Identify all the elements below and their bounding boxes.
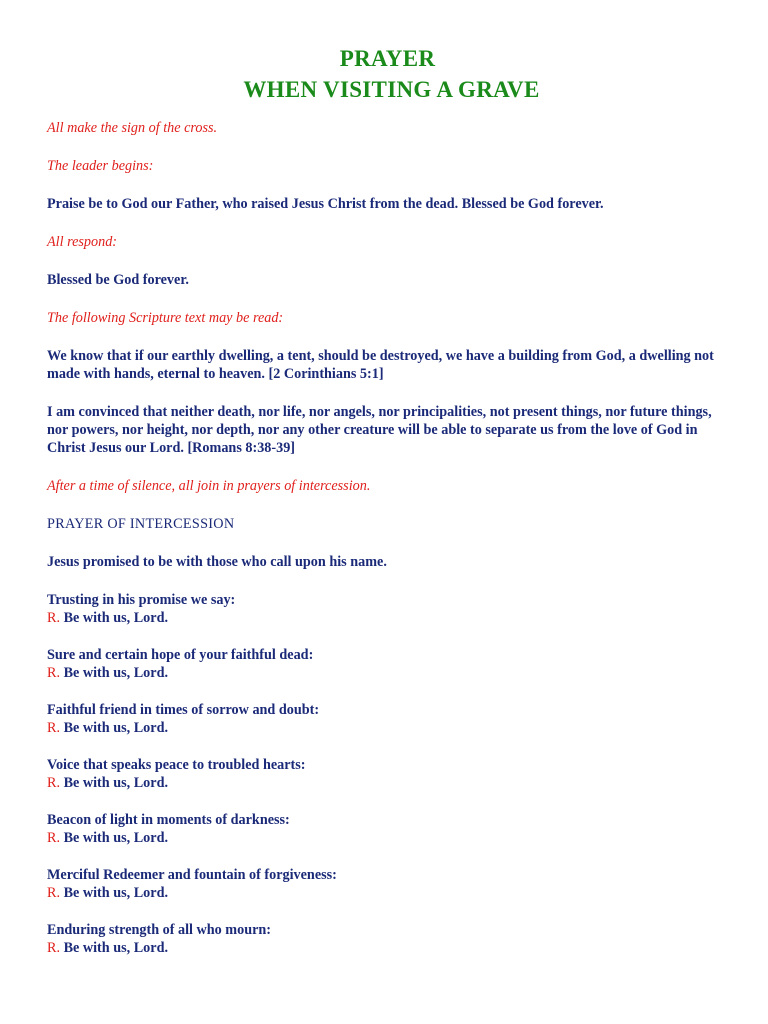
petition-response	[47, 939, 728, 957]
spacer	[47, 737, 728, 756]
petition-text: Beacon of light in moments of darkness:	[47, 812, 290, 828]
title-line-2: WHEN VISITING A GRAVE	[243, 77, 540, 102]
response-marker: R.	[47, 775, 61, 791]
petition-text: Trusting in his promise we say:	[47, 592, 236, 608]
response-marker: R.	[47, 610, 61, 626]
petition-item	[47, 811, 728, 847]
title-line-1: PRAYER	[339, 46, 436, 71]
scripture-passage-1: We know that if our earthly dwelling, a tent, should be destroyed, we have a building from God, a dwelling not made with hands, eternal to heaven. [2 Corinthians 5:1]	[47, 348, 714, 382]
rubric-scripture: The following Scripture text may be read:	[47, 310, 284, 326]
petition-response	[47, 829, 728, 847]
rubric-all-respond: All respond:	[47, 234, 118, 250]
petition-response	[47, 774, 728, 792]
rubric-silence: After a time of silence, all join in prayers of intercession.	[47, 478, 371, 494]
response-text: Be with us, Lord.	[63, 775, 169, 791]
response-text: Be with us, Lord.	[63, 610, 169, 626]
petition-response	[47, 884, 728, 902]
spacer	[47, 627, 728, 646]
petition-item	[47, 866, 728, 902]
intercession-heading: PRAYER OF INTERCESSION	[47, 516, 235, 532]
response-text: Be with us, Lord.	[63, 720, 169, 736]
petition-item	[47, 591, 728, 627]
petition-item	[47, 646, 728, 682]
petition-text: Merciful Redeemer and fountain of forgiveness:	[47, 867, 337, 883]
response-text: Be with us, Lord.	[63, 885, 169, 901]
response-text: Be with us, Lord.	[63, 830, 169, 846]
petition-item	[47, 756, 728, 792]
petition-text: Voice that speaks peace to troubled hearts:	[47, 757, 306, 773]
petition-response	[47, 664, 728, 682]
petition-response	[47, 719, 728, 737]
petition-text: Enduring strength of all who mourn:	[47, 922, 272, 938]
response-marker: R.	[47, 830, 61, 846]
scripture-passage-2: I am convinced that neither death, nor life, nor angels, nor principalities, not present things, nor future things, nor powers, nor height, nor depth, nor any other creature will be able to separate us from the love of God in Christ Jesus our Lord. [Romans 8:38-39]	[47, 404, 712, 456]
spacer	[47, 682, 728, 701]
response-marker: R.	[47, 885, 61, 901]
petition-list	[47, 591, 728, 957]
response-marker: R.	[47, 940, 61, 956]
leader-text: Praise be to God our Father, who raised Jesus Christ from the dead. Blessed be God forever.	[47, 196, 604, 212]
petition-item	[47, 701, 728, 737]
petition-text: Faithful friend in times of sorrow and doubt:	[47, 702, 320, 718]
petition-text: Sure and certain hope of your faithful dead:	[47, 647, 314, 663]
respond-text: Blessed be God forever.	[47, 272, 189, 288]
rubric-leader-begins: The leader begins:	[47, 158, 154, 174]
rubric-sign-of-cross: All make the sign of the cross.	[47, 120, 218, 136]
petition-response	[47, 609, 728, 627]
spacer	[47, 902, 728, 921]
response-text: Be with us, Lord.	[63, 940, 169, 956]
response-text: Be with us, Lord.	[63, 665, 169, 681]
spacer	[47, 847, 728, 866]
response-marker: R.	[47, 720, 61, 736]
intercession-intro: Jesus promised to be with those who call upon his name.	[47, 554, 387, 570]
petition-item	[47, 921, 728, 957]
response-marker: R.	[47, 665, 61, 681]
spacer	[47, 792, 728, 811]
